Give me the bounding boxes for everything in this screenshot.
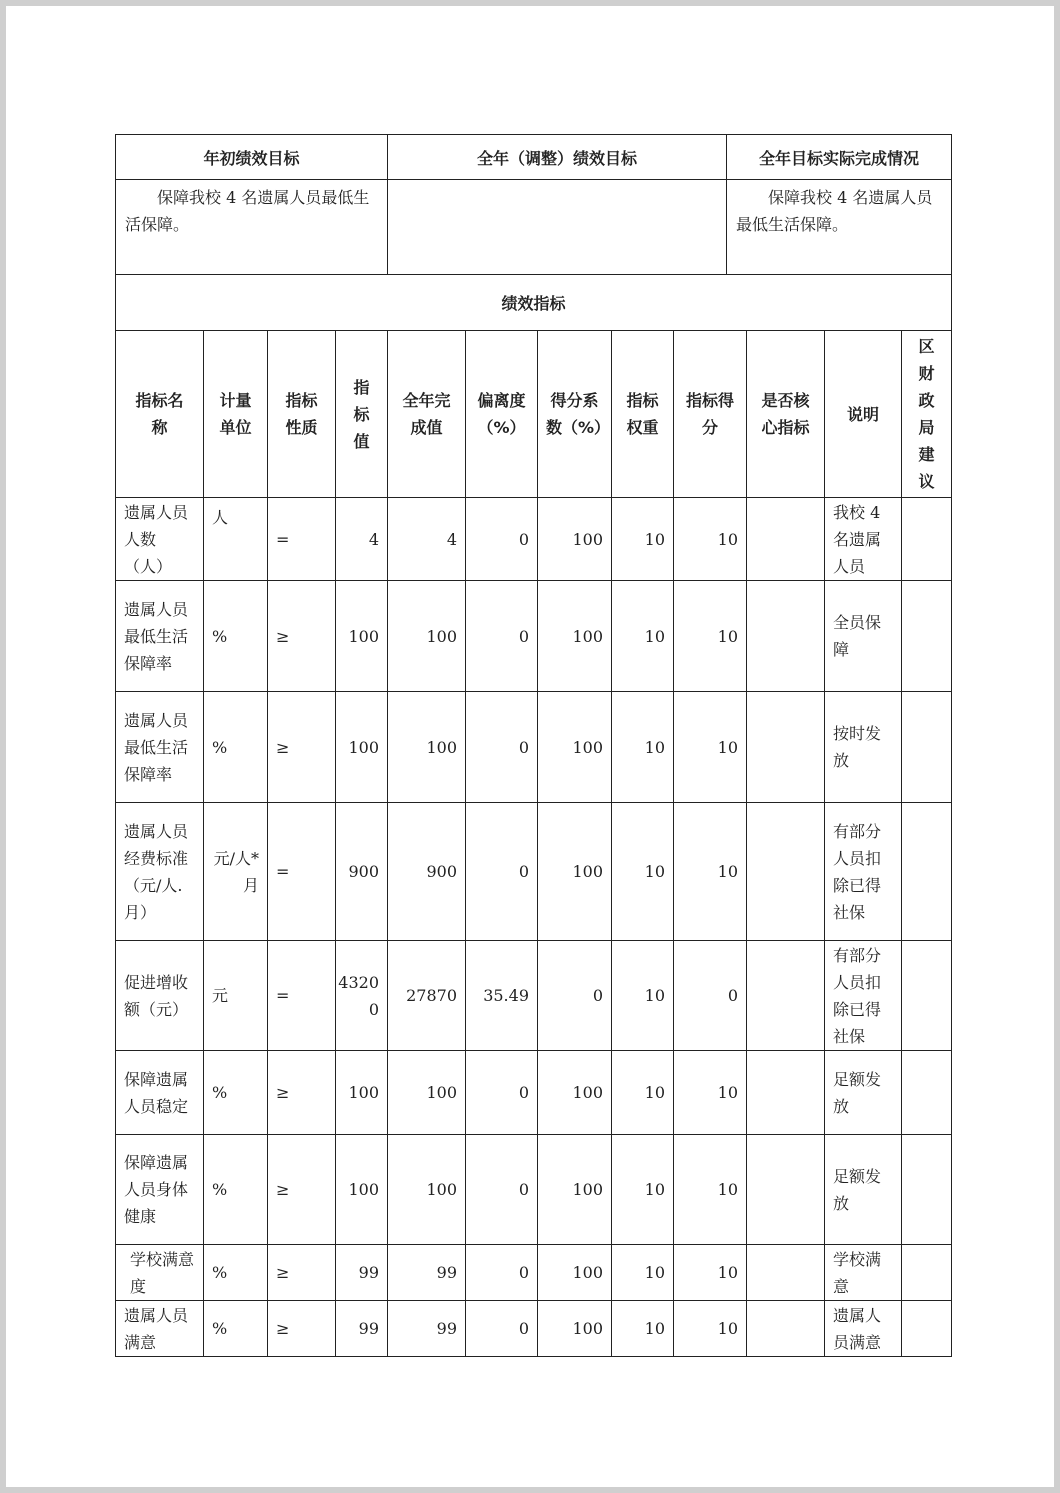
cell-advice <box>902 1245 952 1301</box>
cell-actual: 100 <box>388 692 466 803</box>
table-row <box>116 1301 952 1357</box>
cell-deviation: 35.49 <box>466 941 538 1051</box>
cell-target: 900 <box>336 803 388 941</box>
cell-indicator-name: 保障遗属人员稳定 <box>116 1051 204 1135</box>
cell-target: 100 <box>336 1051 388 1135</box>
header-actual-completion: 全年目标实际完成情况 <box>727 135 952 180</box>
cell-unit: % <box>204 1245 268 1301</box>
cell-core <box>747 1051 825 1135</box>
cell-target: 99 <box>336 1301 388 1357</box>
cell-note: 足额发放 <box>825 1135 902 1245</box>
cell-note: 学校满意 <box>825 1245 902 1301</box>
cell-note: 全员保障 <box>825 581 902 692</box>
cell-actual: 27870 <box>388 941 466 1051</box>
table-row <box>116 1135 952 1245</box>
cell-nature: ≥ <box>268 1245 336 1301</box>
col-weight: 指标权重 <box>612 331 674 498</box>
cell-score: 10 <box>674 1301 747 1357</box>
cell-indicator-name: 遗属人员最低生活保障率 <box>116 581 204 692</box>
cell-advice <box>902 1135 952 1245</box>
cell-note: 有部分人员扣除已得社保 <box>825 803 902 941</box>
col-unit: 计量单位 <box>204 331 268 498</box>
cell-coef: 0 <box>538 941 612 1051</box>
cell-nature: = <box>268 941 336 1051</box>
goals-table <box>115 134 952 331</box>
cell-score: 0 <box>674 941 747 1051</box>
cell-advice <box>902 1301 952 1357</box>
cell-indicator-name: 遗属人员人数（人） <box>116 498 204 581</box>
cell-deviation: 0 <box>466 803 538 941</box>
cell-unit: 元/人*月 <box>204 803 268 941</box>
cell-indicator-name: 遗属人员经费标准（元/人.月） <box>116 803 204 941</box>
cell-core <box>747 1135 825 1245</box>
cell-advice <box>902 581 952 692</box>
cell-unit: % <box>204 581 268 692</box>
cell-deviation: 0 <box>466 1245 538 1301</box>
col-nature: 指标性质 <box>268 331 336 498</box>
table-row <box>116 941 952 1051</box>
cell-unit: 人 <box>204 498 268 581</box>
cell-target: 100 <box>336 1135 388 1245</box>
cell-score: 10 <box>674 1051 747 1135</box>
cell-core <box>747 941 825 1051</box>
cell-nature: ≥ <box>268 581 336 692</box>
cell-coef: 100 <box>538 1051 612 1135</box>
cell-nature: = <box>268 498 336 581</box>
cell-coef: 100 <box>538 1301 612 1357</box>
cell-note: 遗属人员满意 <box>825 1301 902 1357</box>
cell-nature: ≥ <box>268 692 336 803</box>
cell-nature: ≥ <box>268 1051 336 1135</box>
cell-core <box>747 1245 825 1301</box>
initial-goal-text: 保障我校 4 名遗属人员最低生活保障。 <box>116 180 388 275</box>
cell-actual: 99 <box>388 1301 466 1357</box>
cell-weight: 10 <box>612 1301 674 1357</box>
cell-indicator-name: 学校满意度 <box>116 1245 204 1301</box>
col-annual-completion: 全年完成值 <box>388 331 466 498</box>
cell-actual: 4 <box>388 498 466 581</box>
col-note: 说明 <box>825 331 902 498</box>
cell-nature: ≥ <box>268 1135 336 1245</box>
cell-deviation: 0 <box>466 1051 538 1135</box>
cell-indicator-name: 遗属人员满意 <box>116 1301 204 1357</box>
col-finance-advice: 区财政局建议 <box>902 331 952 498</box>
cell-weight: 10 <box>612 581 674 692</box>
section-row <box>116 275 952 331</box>
header-adjusted-goal: 全年（调整）绩效目标 <box>388 135 727 180</box>
cell-weight: 10 <box>612 803 674 941</box>
cell-target: 100 <box>336 581 388 692</box>
cell-core <box>747 581 825 692</box>
cell-coef: 100 <box>538 498 612 581</box>
cell-coef: 100 <box>538 803 612 941</box>
cell-note: 我校 4 名遗属人员 <box>825 498 902 581</box>
cell-core <box>747 692 825 803</box>
col-target-value: 指标值 <box>336 331 388 498</box>
cell-advice <box>902 498 952 581</box>
cell-note: 按时发放 <box>825 692 902 803</box>
cell-unit: % <box>204 1301 268 1357</box>
cell-core <box>747 1301 825 1357</box>
cell-score: 10 <box>674 692 747 803</box>
cell-core <box>747 803 825 941</box>
goals-header-row <box>116 135 952 180</box>
cell-unit: % <box>204 1051 268 1135</box>
cell-actual: 99 <box>388 1245 466 1301</box>
cell-unit: % <box>204 692 268 803</box>
cell-indicator-name: 遗属人员最低生活保障率 <box>116 692 204 803</box>
col-score: 指标得分 <box>674 331 747 498</box>
goals-content-row <box>116 180 952 275</box>
cell-deviation: 0 <box>466 692 538 803</box>
cell-note: 足额发放 <box>825 1051 902 1135</box>
cell-nature: = <box>268 803 336 941</box>
table-row <box>116 803 952 941</box>
cell-advice <box>902 803 952 941</box>
indicators-table <box>115 330 952 1357</box>
performance-table-frame <box>115 134 951 1357</box>
cell-actual: 100 <box>388 1051 466 1135</box>
cell-deviation: 0 <box>466 581 538 692</box>
table-row <box>116 692 952 803</box>
section-title: 绩效指标 <box>116 275 952 331</box>
cell-advice <box>902 941 952 1051</box>
cell-weight: 10 <box>612 692 674 803</box>
cell-advice <box>902 692 952 803</box>
indicators-header-row <box>116 331 952 498</box>
adjusted-goal-text <box>388 180 727 275</box>
cell-indicator-name: 保障遗属人员身体健康 <box>116 1135 204 1245</box>
document-page <box>6 6 1054 1487</box>
cell-target: 4 <box>336 498 388 581</box>
cell-coef: 100 <box>538 581 612 692</box>
cell-actual: 100 <box>388 581 466 692</box>
cell-coef: 100 <box>538 692 612 803</box>
cell-deviation: 0 <box>466 1301 538 1357</box>
cell-nature: ≥ <box>268 1301 336 1357</box>
cell-weight: 10 <box>612 1135 674 1245</box>
cell-core <box>747 498 825 581</box>
cell-advice <box>902 1051 952 1135</box>
header-initial-goal: 年初绩效目标 <box>116 135 388 180</box>
table-row <box>116 581 952 692</box>
table-row <box>116 498 952 581</box>
cell-weight: 10 <box>612 1245 674 1301</box>
col-score-coef: 得分系数（%） <box>538 331 612 498</box>
cell-indicator-name: 促进增收额（元） <box>116 941 204 1051</box>
cell-score: 10 <box>674 581 747 692</box>
cell-deviation: 0 <box>466 498 538 581</box>
cell-deviation: 0 <box>466 1135 538 1245</box>
cell-target: 99 <box>336 1245 388 1301</box>
cell-actual: 100 <box>388 1135 466 1245</box>
col-is-core: 是否核心指标 <box>747 331 825 498</box>
col-deviation: 偏离度（%） <box>466 331 538 498</box>
col-indicator-name: 指标名称 <box>116 331 204 498</box>
table-row <box>116 1051 952 1135</box>
cell-score: 10 <box>674 498 747 581</box>
cell-weight: 10 <box>612 941 674 1051</box>
cell-score: 10 <box>674 1245 747 1301</box>
table-row <box>116 1245 952 1301</box>
cell-target: 100 <box>336 692 388 803</box>
actual-completion-text: 保障我校 4 名遗属人员最低生活保障。 <box>727 180 952 275</box>
cell-unit: 元 <box>204 941 268 1051</box>
cell-unit: % <box>204 1135 268 1245</box>
cell-coef: 100 <box>538 1245 612 1301</box>
cell-score: 10 <box>674 1135 747 1245</box>
cell-weight: 10 <box>612 1051 674 1135</box>
cell-target: 43200 <box>336 941 388 1051</box>
cell-note: 有部分人员扣除已得社保 <box>825 941 902 1051</box>
cell-actual: 900 <box>388 803 466 941</box>
cell-weight: 10 <box>612 498 674 581</box>
cell-score: 10 <box>674 803 747 941</box>
cell-coef: 100 <box>538 1135 612 1245</box>
